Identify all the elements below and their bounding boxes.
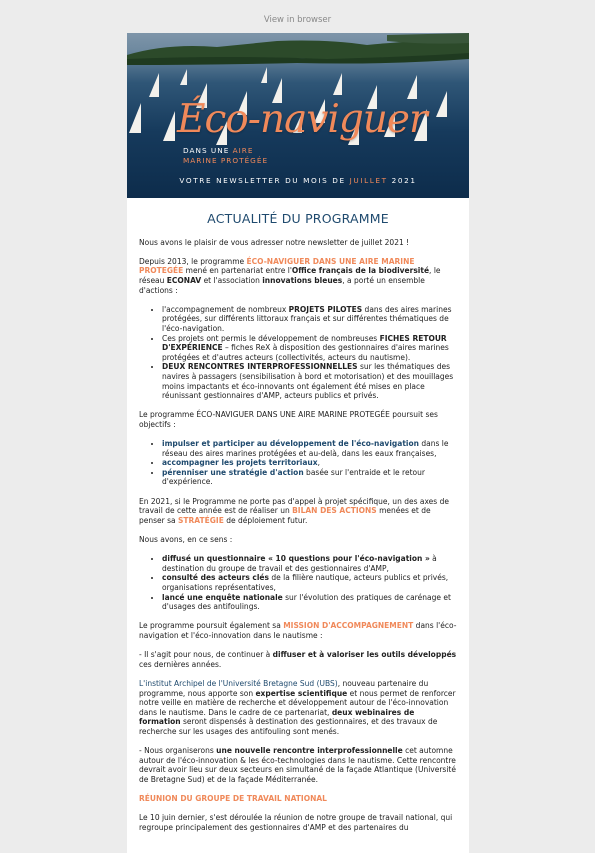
top-bar bbox=[0, 0, 595, 33]
tools-paragraph: - Il s'agit pour nous, de continuer à diffuser et à valoriser les outils développés ces dernières années. bbox=[139, 650, 457, 669]
year-2021-paragraph: En 2021, si le Programme ne porte pas d'appel à projet spécifique, un des axes de travail de cette année est de réaliser un BILAN DES ACTIONS menées et de penser sa STRATÉGIE de déploiement futur. bbox=[139, 496, 449, 525]
newsletter-body bbox=[127, 211, 469, 832]
hero-subtitle: DANS UNE AIRE MARINE PROTÉGÉE bbox=[183, 146, 269, 165]
partner-paragraph: L'institut Archipel de l'Université Bretagne Sud (UBS), nouveau partenaire du programme, nous apporte son expertise scientifique et nous permet de renforcer notre veille en matière de recherche et développement autour de l'éco-innovation dans le nautisme. Dans le cadre de ce partenariat, deux webinaires de formation seront dispensés à destination des gestionnaires, et des travaux de recherche sur les usages des antifouling sont menés. bbox=[139, 678, 456, 736]
view-in-browser-link[interactable]: View in browser bbox=[263, 15, 332, 25]
list-item: • impulser et participer au développement de l'éco-navigation dans le réseau des aires marines protégées et au-delà, dans les eaux françaises, bbox=[162, 439, 457, 458]
mission-paragraph: Le programme poursuit également sa MISSION D'ACCOMPAGNEMENT dans l'éco-navigation et l'éco-innovation dans le nautisme : bbox=[139, 621, 457, 640]
list-item: • diffusé un questionnaire « 10 questions pour l'éco-navigation » à destination du groupe de travail et des gestionnaires d'AMP, bbox=[162, 554, 457, 573]
actions-list bbox=[139, 305, 457, 401]
in-this-sense-paragraph: Nous avons, en ce sens : bbox=[139, 535, 233, 544]
newsletter-card bbox=[127, 33, 469, 853]
done-list bbox=[139, 554, 457, 612]
meeting-paragraph: - Nous organiserons une nouvelle rencontre interprofessionnelle cet automne autour de l'éco-innovation & les éco-technologies dans le nautisme. Cette rencontre devrait avoir lieu sur deux secteurs en simultané de la façade Atlantique (Université de Bretagne Sud) et de la façade Méditerranée. bbox=[139, 746, 456, 784]
working-group-paragraph: Le 10 juin dernier, s'est déroulée la réunion de notre groupe de travail national, qui regroupe principalement des gestionnaires d'AMP et des partenaires du bbox=[139, 813, 453, 832]
program-paragraph: Depuis 2013, le programme ÉCO-NAVIGUER DANS UNE AIRE MARINE PROTEGÉE mené en partenariat entre l'Office français de la biodiversité, le réseau ECONAV et l'association innovations bleues, a porté un ensemble d'actions : bbox=[139, 256, 441, 295]
list-item: • lancé une enquête nationale sur l'évolution des pratiques de carénage et d'usages des antifoulings. bbox=[162, 593, 457, 612]
list-item: • DEUX RENCONTRES INTERPROFESSIONNELLES sur les thématiques des navires à passagers (sensibilisation à bord et motorisation) et des mouillages moins impactants et éco-innovants ont également été mises en place réunissant gestionnaires d'AMP, acteurs publics et privés. bbox=[162, 362, 457, 400]
list-item: • accompagner les projets territoriaux, bbox=[162, 458, 457, 468]
list-item: • l'accompagnement de nombreux PROJETS PILOTES dans des aires marines protégées, sur différents littoraux français et sur différentes thématiques de l'éco-navigation. bbox=[162, 305, 457, 334]
intro-paragraph: Nous avons le plaisir de vous adresser notre newsletter de juillet 2021 ! bbox=[139, 237, 410, 247]
section-heading: ACTUALITÉ DU PROGRAMME bbox=[207, 211, 389, 226]
hero-title: Éco-naviguer bbox=[177, 97, 427, 142]
section-subheading: RÉUNION DU GROUPE DE TRAVAIL NATIONAL bbox=[139, 794, 327, 804]
hero-banner bbox=[127, 33, 469, 198]
objectives-list bbox=[139, 439, 457, 487]
list-item: • consulté des acteurs clés de la filière nautique, acteurs publics et privés, organisations représentatives, bbox=[162, 573, 457, 592]
list-item: • Ces projets ont permis le développement de nombreuses FICHES RETOUR D'EXPÉRIENCE – fiches ReX à disposition des gestionnaires d'aires marines protégées et d'autres acteurs (collectivités, acteurs du nautisme). bbox=[162, 334, 457, 363]
objectives-paragraph: Le programme ÉCO-NAVIGUER DANS UNE AIRE MARINE PROTEGÉE poursuit ses objectifs : bbox=[139, 410, 438, 429]
list-item: • pérenniser une stratégie d'action basée sur l'entraide et le retour d'expérience. bbox=[162, 468, 457, 487]
hero-tagline: VOTRE NEWSLETTER DU MOIS DE JUILLET 2021 bbox=[179, 176, 417, 185]
archipel-institute-link[interactable]: L'institut Archipel de l'Université Bretagne Sud (UBS) bbox=[139, 678, 338, 688]
